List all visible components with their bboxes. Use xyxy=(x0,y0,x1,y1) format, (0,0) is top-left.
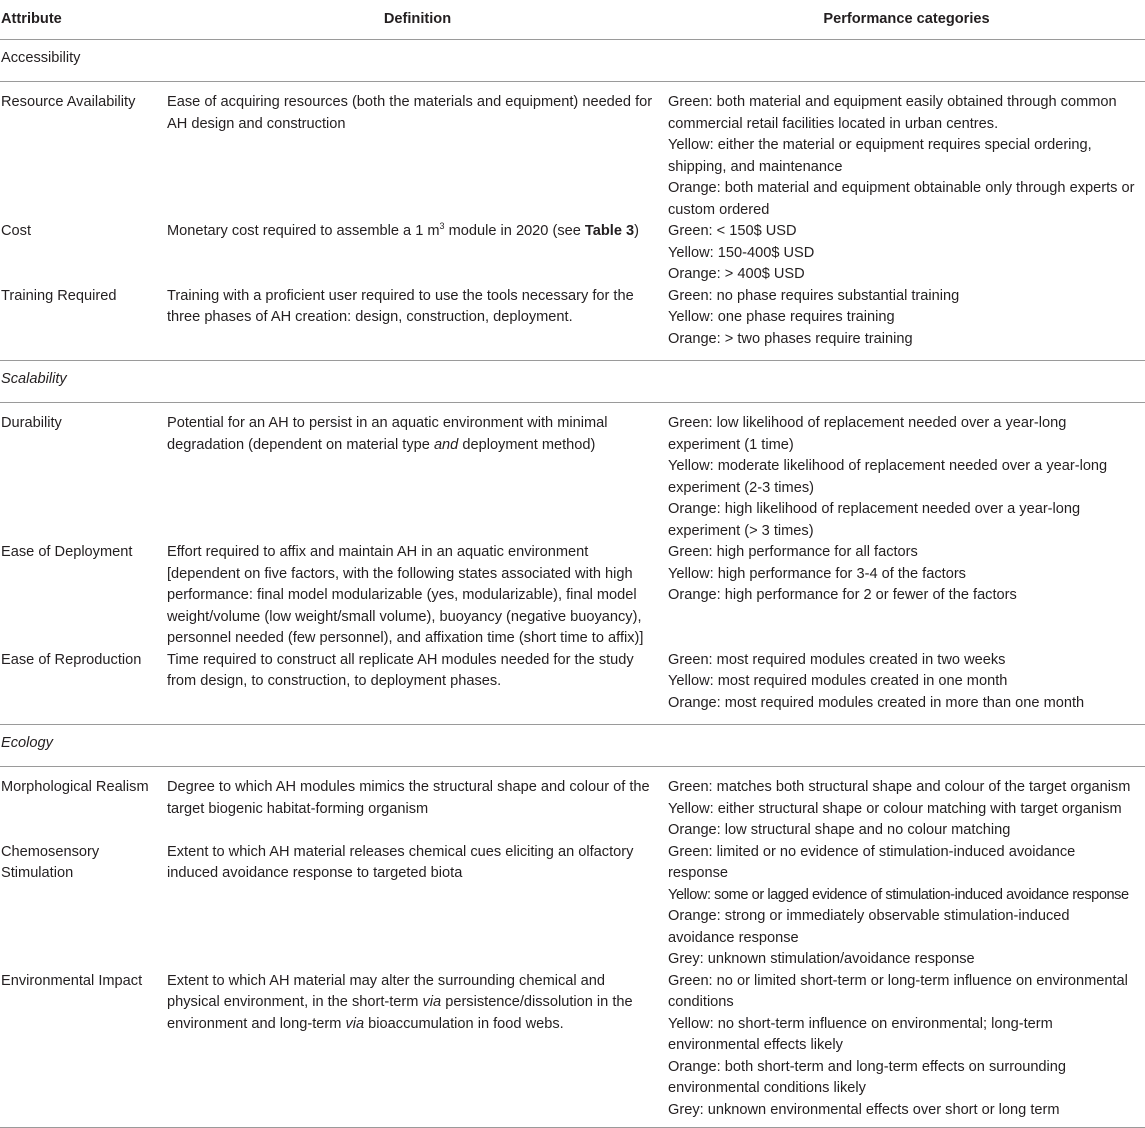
performance-line: experiment (2-3 times) xyxy=(668,479,814,496)
definition-emphasis: via xyxy=(422,994,442,1010)
definition-text: Monetary cost required to assemble a 1 m xyxy=(167,223,440,239)
table-row-durability xyxy=(0,403,1145,543)
performance-line: Green: limited or no evidence of stimulation-induced avoidance xyxy=(668,843,1076,860)
performance-line: Grey: unknown environmental effects over short or long term xyxy=(668,1101,1060,1118)
definition-cell xyxy=(167,221,668,286)
definition-cell: Ease of acquiring resources (both the materials and equipment) needed for AH design and construction xyxy=(167,94,653,132)
table-row-ease-of-deployment xyxy=(0,542,1145,650)
section-title: Scalability xyxy=(0,361,1145,403)
section-scalability xyxy=(0,361,1145,403)
definition-text: Extent to which AH material may alter the surrounding chemical and physical environment, in the short-term xyxy=(167,972,606,1010)
header-attribute: Attribute xyxy=(0,0,167,40)
performance-line: Yellow: either the material or equipment requires special ordering, xyxy=(668,137,1092,153)
performance-line: Orange: strong or immediately observable stimulation-induced xyxy=(668,908,1070,924)
performance-line: Grey: unknown stimulation/avoidance response xyxy=(668,951,975,967)
performance-line: environmental conditions likely xyxy=(668,1080,866,1096)
performance-line: Yellow: either structural shape or colour matching with target organism xyxy=(668,800,1122,817)
performance-line: commercial retail facilities located in urban centres. xyxy=(668,115,999,132)
performance-line: Orange: low structural shape and no colour matching xyxy=(668,822,1011,838)
performance-line: Orange: > two phases require training xyxy=(668,330,913,347)
performance-line: avoidance response xyxy=(668,929,799,946)
definition-cell: Degree to which AH modules mimics the structural shape and colour of the target biogenic habitat-forming organism xyxy=(167,779,650,817)
definition-text: ) xyxy=(634,223,640,239)
header-performance: Performance categories xyxy=(668,0,1145,40)
header-row xyxy=(0,0,1145,40)
performance-line: custom ordered xyxy=(668,201,770,218)
performance-line: Yellow: moderate likelihood of replacement needed over a year-long xyxy=(668,458,1108,474)
section-accessibility xyxy=(0,40,1145,82)
performance-cell xyxy=(668,650,1145,725)
performance-line: Orange: high likelihood of replacement needed over a year-long xyxy=(668,501,1081,517)
performance-line: experiment (1 time) xyxy=(668,436,794,453)
header-definition: Definition xyxy=(167,0,668,40)
performance-cell xyxy=(668,842,1145,971)
superscript: 3 xyxy=(439,221,445,231)
attribute-cell: Cost xyxy=(1,223,32,239)
performance-line: Yellow: some or lagged evidence of stimulation-induced avoidance response xyxy=(668,886,1129,903)
performance-cell xyxy=(668,403,1145,543)
performance-line: Green: both material and equipment easily obtained through common xyxy=(668,94,1117,110)
performance-line: Green: matches both structural shape and colour of the target organism xyxy=(668,779,1131,795)
performance-cell xyxy=(668,542,1145,650)
performance-line: Green: high performance for all factors xyxy=(668,544,918,560)
definition-cell xyxy=(167,403,668,543)
attribute-cell: Resource Availability xyxy=(1,94,136,110)
definition-cell: Effort required to affix and maintain AH in an aquatic environment [dependent on five factors, with the following states associated with high performance: final model modularizable (yes, modularizable), final model weight/volume (low weight/small volume), buoyancy (negative buoyancy), personnel needed (few personnel), and affixation time (short time to affix)] xyxy=(167,544,644,646)
table-row-resource-availability xyxy=(0,82,1145,222)
definition-emphasis: via xyxy=(345,1015,365,1032)
performance-line: Orange: both material and equipment obtainable only through experts or xyxy=(668,180,1135,196)
table-row-chemosensory-stimulation xyxy=(0,842,1145,971)
performance-cell xyxy=(668,82,1145,222)
performance-line: Orange: most required modules created in more than one month xyxy=(668,694,1085,711)
performance-line: Yellow: no short-term influence on environmental; long-term xyxy=(668,1015,1053,1032)
attribute-cell: Durability xyxy=(1,415,62,431)
performance-cell xyxy=(668,221,1145,286)
table-row-environmental-impact xyxy=(0,971,1145,1128)
performance-line: response xyxy=(668,865,729,881)
performance-line: conditions xyxy=(668,994,734,1010)
section-ecology xyxy=(0,725,1145,767)
performance-cell xyxy=(668,971,1145,1128)
performance-line: Yellow: 150-400$ USD xyxy=(668,244,815,261)
definition-cell: Extent to which AH material releases chemical cues eliciting an olfactory induced avoidance response to targeted biota xyxy=(167,843,634,881)
attribute-cell: Environmental Impact xyxy=(0,971,167,1128)
performance-line: Green: no or limited short-term or long-term influence on environmental xyxy=(668,972,1128,989)
performance-line: Green: most required modules created in two weeks xyxy=(668,651,1006,668)
section-title: Accessibility xyxy=(0,40,1145,82)
performance-line: Orange: high performance for 2 or fewer of the factors xyxy=(668,587,1017,603)
definition-cell: Training with a proficient user required to use the tools necessary for the three phases of AH creation: design, construction, deployment. xyxy=(167,287,634,325)
performance-line: Green: < 150$ USD xyxy=(668,223,797,239)
performance-cell xyxy=(668,767,1145,842)
attribute-cell: Chemosensory Stimulation xyxy=(1,843,100,881)
table-reference: Table 3 xyxy=(584,223,635,239)
table-row-cost xyxy=(0,221,1145,286)
table-row-ease-of-reproduction xyxy=(0,650,1145,725)
definition-text: bioaccumulation in food webs. xyxy=(364,1015,564,1032)
performance-line: Green: low likelihood of replacement needed over a year-long xyxy=(668,415,1067,431)
attribute-cell: Ease of Deployment xyxy=(1,544,133,560)
definition-text: module in 2020 (see xyxy=(444,223,585,239)
performance-line: Yellow: most required modules created in one month xyxy=(668,673,1008,689)
definition-cell xyxy=(167,971,668,1128)
performance-line: Orange: > 400$ USD xyxy=(668,266,805,282)
performance-line: Yellow: high performance for 3-4 of the factors xyxy=(668,565,966,582)
performance-line: Orange: both short-term and long-term effects on surrounding xyxy=(668,1058,1067,1075)
definition-text: Potential for an AH to persist in an aquatic environment with minimal degradation (dependent on material type xyxy=(167,415,608,453)
performance-line: environmental effects likely xyxy=(668,1037,843,1053)
performance-line: Green: no phase requires substantial training xyxy=(668,287,960,304)
attribute-cell: Training Required xyxy=(1,287,117,304)
performance-line: shipping, and maintenance xyxy=(668,158,843,175)
definition-emphasis: and xyxy=(433,436,459,453)
definition-cell: Time required to construct all replicate AH modules needed for the study from design, to construction, to deployment phases. xyxy=(167,651,634,689)
performance-cell xyxy=(668,286,1145,361)
section-title: Ecology xyxy=(0,725,1145,767)
table-row-morphological-realism xyxy=(0,767,1145,842)
performance-line: experiment (> 3 times) xyxy=(668,522,814,539)
attribute-cell: Morphological Realism xyxy=(1,779,149,795)
table-row-training-required xyxy=(0,286,1145,361)
attribute-cell: Ease of Reproduction xyxy=(1,651,142,668)
definition-text: persistence/dissolution in the environment and long-term xyxy=(167,994,633,1032)
performance-line: Yellow: one phase requires training xyxy=(668,309,895,325)
definition-text: deployment method) xyxy=(458,436,596,453)
